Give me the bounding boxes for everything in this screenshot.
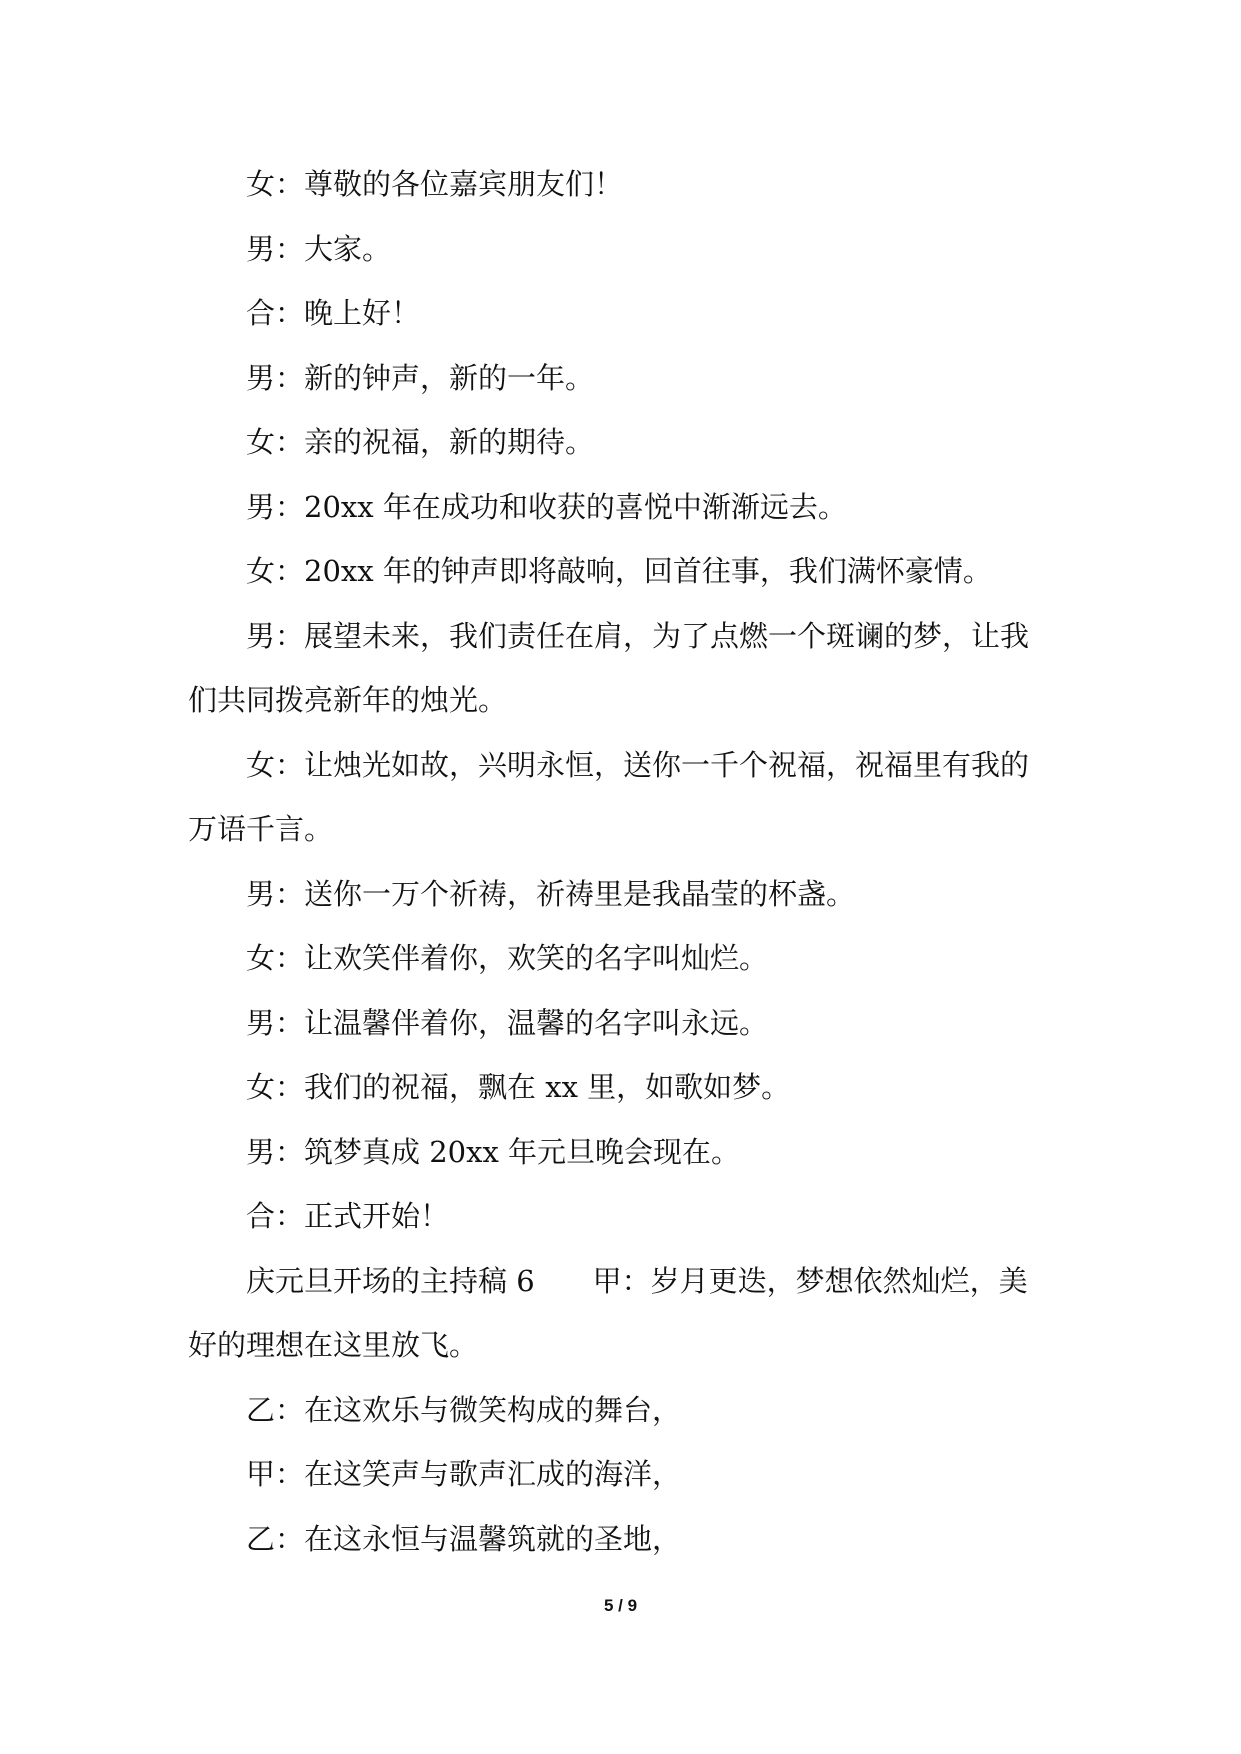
paragraph: 庆元旦开场的主持稿 6 甲：岁月更迭，梦想依然灿烂，美好的理想在这里放飞。 — [188, 1263, 1028, 1362]
paragraph: 男：筑梦真成 20xx 年元旦晚会现在。 — [246, 1134, 741, 1169]
paragraph: 合：正式开始！ — [246, 1199, 450, 1233]
paragraph: 合：晚上好！ — [246, 296, 421, 330]
paragraph: 女：让欢笑伴着你，欢笑的名字叫灿烂。 — [246, 941, 769, 975]
paragraph: 男：20xx 年在成功和收获的喜悦中渐渐远去。 — [246, 489, 847, 524]
paragraph: 男：展望未来，我们责任在肩，为了点燃一个斑谰的梦，让我们共同拨亮新年的烛光。 — [188, 618, 1030, 717]
paragraph: 女：亲的祝福，新的期待。 — [246, 425, 595, 459]
paragraph: 男：让温馨伴着你，温馨的名字叫永远。 — [246, 1005, 769, 1040]
paragraph: 女：让烛光如故，兴明永恒，送你一千个祝福，祝福里有我的万语千言。 — [188, 747, 1030, 846]
paragraph: 甲：在这笑声与歌声汇成的海洋， — [246, 1457, 682, 1491]
paragraph: 乙：在这永恒与温馨筑就的圣地， — [246, 1521, 682, 1556]
document-body — [188, 152, 1056, 1571]
paragraph: 乙：在这欢乐与微笑构成的舞台， — [246, 1392, 682, 1427]
paragraph: 男：新的钟声，新的一年。 — [246, 360, 595, 395]
paragraph: 女：20xx 年的钟声即将敲响，回首往事，我们满怀豪情。 — [246, 554, 992, 588]
paragraph: 男：大家。 — [246, 231, 392, 266]
paragraph: 男：送你一万个祈祷，祈祷里是我晶莹的杯盏。 — [246, 876, 856, 911]
page-number: 5 / 9 — [603, 1596, 638, 1615]
paragraph: 女：我们的祝福，飘在 xx 里，如歌如梦。 — [246, 1070, 791, 1104]
paragraph: 女：尊敬的各位嘉宾朋友们！ — [246, 167, 624, 201]
